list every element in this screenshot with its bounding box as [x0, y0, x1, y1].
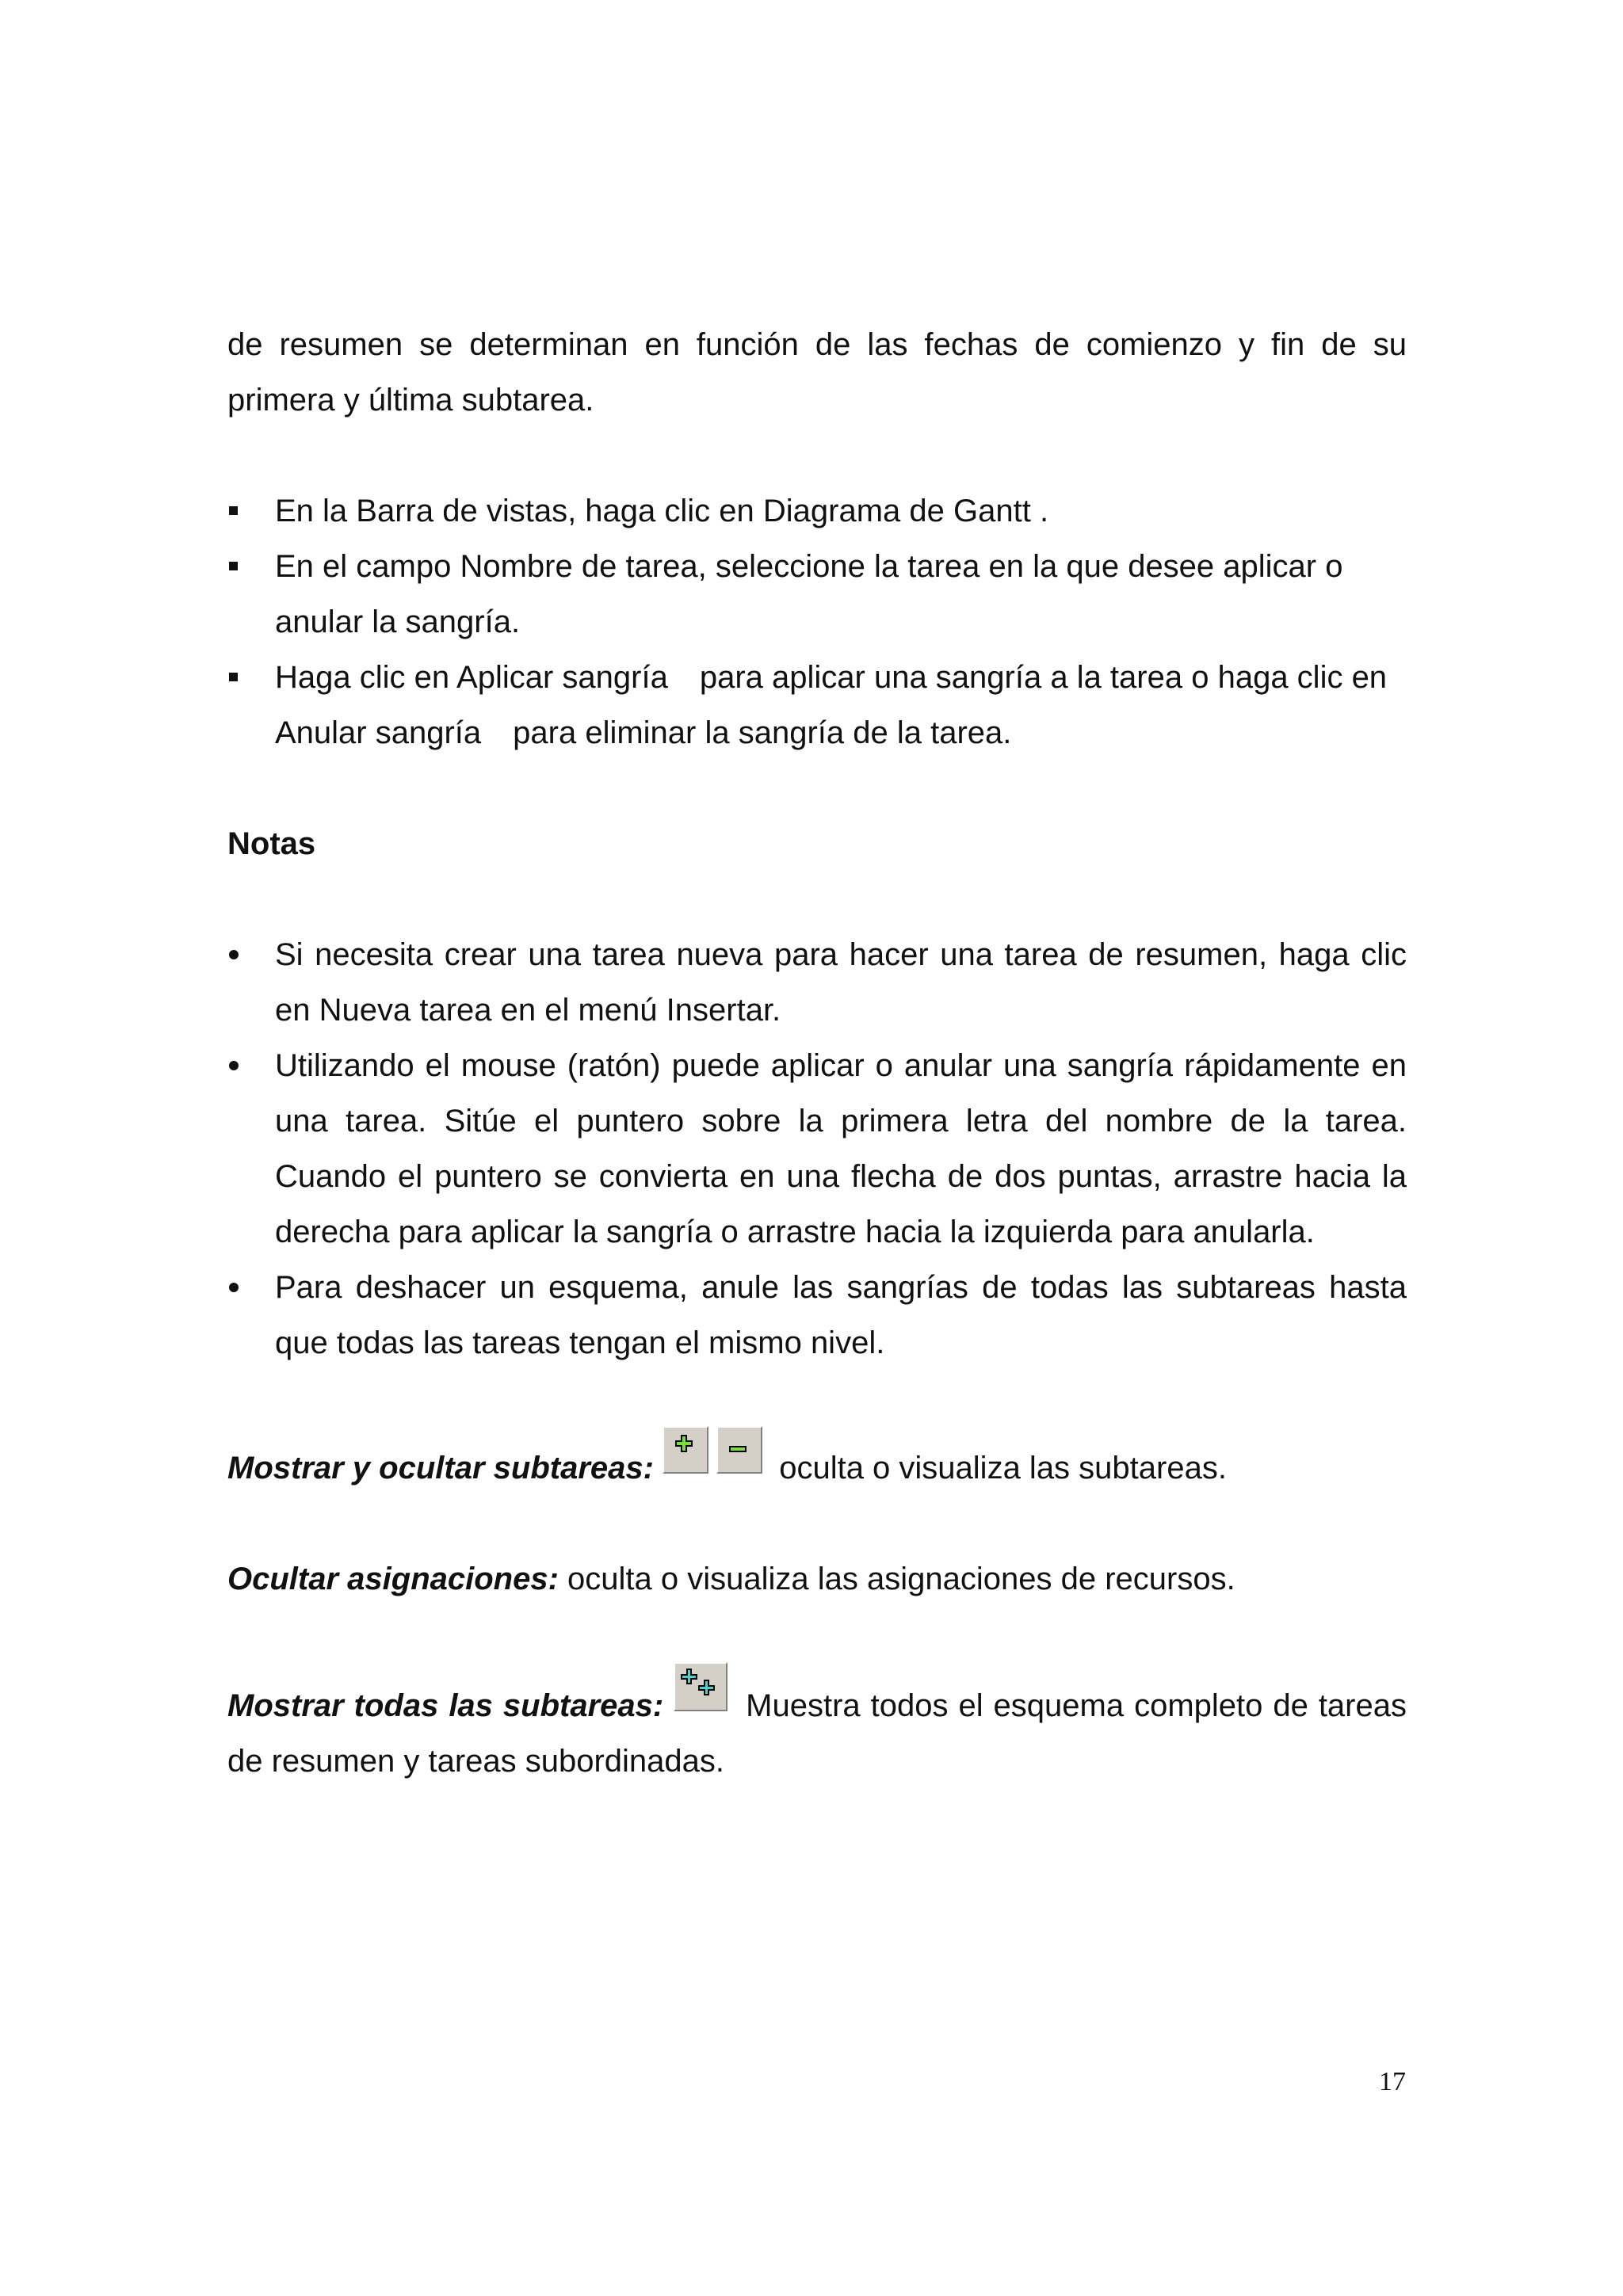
feature-show-all-subtasks — [227, 1662, 1407, 1789]
notes-heading: Notas — [227, 826, 316, 861]
feature-term: Mostrar y ocultar subtareas: — [227, 1451, 654, 1486]
intro-paragraph: de resumen se determinan en función de las fechas de comienzo y fin de su primera y última subtarea. — [227, 327, 1407, 418]
note-item: Utilizando el mouse (ratón) puede aplicar o anular una sangría rápidamente en una tarea. Sitúe el puntero sobre la primera letra del nombre de la tarea. Cuando el puntero se convierta en una flecha de dos puntas, arrastre hacia la derecha para aplicar la sangría o arrastre hacia la izquierda para anularla. — [227, 1038, 1407, 1260]
step-text-part: para aplicar una sangría a la tarea o haga clic en Anular sangría — [275, 660, 1388, 750]
page-number: 17 — [1379, 2067, 1406, 2096]
step-item: En el campo Nombre de tarea, seleccione la tarea en la que desee aplicar o anular la sangría. — [227, 539, 1407, 650]
step-text-part: para eliminar la sangría de la tarea. — [513, 715, 1012, 750]
note-item: Si necesita crear una tarea nueva para hacer una tarea de resumen, haga clic en Nueva tarea en el menú Insertar. — [227, 927, 1407, 1038]
feature-description: oculta o visualiza las asignaciones de recursos. — [567, 1562, 1235, 1596]
feature-term: Ocultar asignaciones: — [227, 1562, 559, 1596]
step-text-part: Haga clic en Aplicar sangría — [275, 660, 668, 695]
hide-subtasks-minus-icon[interactable] — [716, 1426, 762, 1474]
note-item: Para deshacer un esquema, anule las sangrías de todas las subtareas hasta que todas las tareas tengan el mismo nivel. — [227, 1260, 1407, 1371]
notes-list — [227, 927, 1407, 1371]
step-item: En la Barra de vistas, haga clic en Diagrama de Gantt . — [227, 483, 1407, 539]
step-item — [227, 650, 1407, 761]
feature-hide-assignments — [227, 1551, 1407, 1607]
feature-term: Mostrar todas las subtareas: — [227, 1688, 664, 1723]
page-content — [227, 317, 1407, 1789]
feature-show-hide-subtasks — [227, 1426, 1407, 1496]
show-all-subtasks-icon[interactable] — [674, 1662, 727, 1711]
show-subtasks-plus-icon[interactable] — [663, 1426, 708, 1474]
steps-list — [227, 483, 1407, 761]
feature-description: Muestra todos el esquema completo de tareas de resumen y tareas subordinadas. — [227, 1688, 1407, 1779]
feature-description: oculta o visualiza las subtareas. — [779, 1451, 1227, 1486]
